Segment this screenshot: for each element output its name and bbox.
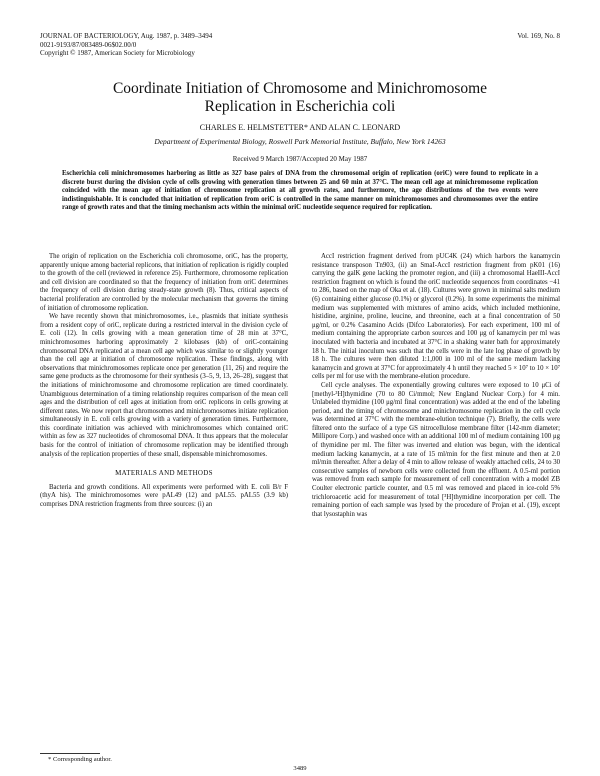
left-column: [40, 253, 288, 510]
intro-paragraph-2: We have recently shown that minichromosomes, i.e., plasmids that initiate synthesis from a resident copy of oriC, replicate during a restricted interval in the division cycle of E. coli (12). In cells growing with a mean generation time of 28 min at 37°C, minichromosomes harboring approximately 2 kilobases (kb) of oriC-containing chromosomal DNA replicated at a mean cell age which was similar to or slightly younger than the cell age at initiation of chromosome replication. These findings, along with observations that minichromosomes replicate once per generation (11, 26) and require the same gene products as the chromosome for their synthesis (3–5, 9, 13, 26–28), suggest that the initiations of minichromosome and chromosome replication are timed coordinately. Unambiguous determination of a timing relationship requires comparison of the mean cell ages and the distribution of cell ages at initiation from oriC replicons in cells growing at different rates. We now report that chromosomes and minichromosomes initiate replication simultaneously in E. coli cells growing with a variety of generation times. Furthermore, this coordinate initiation was achieved with minichromosomes which contained oriC within as few as 327 nucleotides of chromosomal DNA. It thus appears that the molecular basis for the control of initiation of chromosome replication may be identified through analysis of the replication properties of these small, dispensable minichromosomes.: [40, 313, 288, 458]
author-list: CHARLES E. HELMSTETTER* AND ALAN C. LEONARD: [199, 123, 401, 132]
intro-paragraph-1: The origin of replication on the Escherichia coli chromosome, oriC, has the property, apparently unique among bacterial replicons, that initiation of replication is rigidly coupled to the growth of the cell (reviewed in reference 25). Furthermore, chromosome replication and cell division are coordinated so that the frequency of initiation from oriC determines the frequency of cell division during steady-state growth (8). Thus, critical aspects of bacterial proliferation are controlled by the molecular mechanism that governs the timing of initiation of chromosome replication.: [40, 253, 289, 312]
title-line-2: Replication in Escherichia coli: [204, 98, 396, 115]
right-column: [312, 253, 560, 519]
copyright-line: Copyright © 1987, American Society for Microbiology: [40, 49, 195, 57]
methods-paragraph-2: AccI restriction fragment derived from pUC4K (24) which harbors the kanamycin resistance transposon Tn903, (ii) an SmaI-AccI restriction fragment from pK01 (16) carrying the galK gene lacking the promoter region, and (iii) a chromosomal HaeIII-AccI restriction fragment on which is found the oriC nucleotide sequences from coordinates −41 to 286, based on the map of Oka et al. (18). Cultures were grown in minimal salts medium (6) containing either glucose (0.1%) or glycerol (0.2%). In some experiments the minimal medium was supplemented with mixtures of amino acids, which included methionine, histidine, arginine, proline, leucine, and threonine, each at a final concentration of 50 μg/ml, or 0.2% Casamino Acids (Difco Laboratories). For each experiment, 100 ml of medium containing the appropriate carbon sources and 100 μg of kanamycin per ml was inoculated with bacteria and incubated at 37°C in a shaking water bath for approximately 18 h. The initial inoculum was such that the cells were in the late log phase of growth by 18 h. The cultures were then diluted 1:1,000 in 100 ml of the same medium lacking kanamycin and grown at 37°C for approximately 4 h until they reached 5 × 10⁷ to 10 × 10⁷ cells per ml for use with the membrane-elution procedure.: [312, 253, 560, 381]
title-line-1: Coordinate Initiation of Chromosome and Minichromosome: [112, 80, 488, 97]
volume-label: Vol. 169, No. 8: [517, 32, 560, 40]
methods-paragraph-1: Bacteria and growth conditions. All experiments were performed with E. coli B/r F (thyA his). The minichromosomes were pAL49 (12) and pAL55. pAL55 (3.9 kb) comprises DNA restriction fragments from three sources: (i) an: [40, 483, 288, 509]
footnote: * Corresponding author.: [48, 756, 112, 763]
article-title: [40, 80, 560, 116]
methods-paragraph-3: Cell cycle analyses. The exponentially growing cultures were exposed to 10 μCi of [methyl-³H]thymidine (70 to 80 Ci/mmol; New England Nuclear Corp.) for 4 min. Unlabeled thymidine (100 μg/ml final concentration) was added at the end of the labeling period, and the timing of chromosome and minichromosome replication in the cell cycle was determined at 37°C with the membrane-elution technique (7). Briefly, the cells were filtered onto the surface of a type GS nitrocellulose membrane filter (142-mm diameter; Millipore Corp.) and washed once with an additional 100 ml of medium containing 100 μg of thymidine per ml. The filter was inverted and elution was begun, with the identical medium lacking kanamycin, at a rate of 15 ml/min for the first minute and then at 2.0 ml/min thereafter. After a delay of 4 min to allow release of weakly attached cells, 24 to 30 consecutive samples of newborn cells were collected from the effluent. A 0.5-ml portion was removed from each sample for measurement of cell concentration with a model ZB Coulter electronic particle counter, and 0.5 ml was removed and placed in ice-cold 5% trichloroacetic acid for measurement of total [³H]thymidine incorporation per cell. The remaining portion of each sample was lysed by the procedure of Projan et al. (19), except that lysostaphin was: [312, 381, 560, 518]
journal-line: JOURNAL OF BACTERIOLOGY, Aug. 1987, p. 3489–3494: [40, 32, 213, 40]
abstract: Escherichia coli minichromosomes harboring as little as 327 base pairs of DNA from the chromosomal origin of replication (oriC) were found to replicate in a discrete burst during the division cycle of cells growing with generation times between 25 and 60 min at 37°C. The mean cell age at minichromosome replication coincided with the mean age of initiation of chromosome replication at all growth rates, and furthermore, the age distributions of the two events were indistinguishable. It is concluded that initiation of replication from oriC is controlled in the same manner on minichromosomes and chromosomes over the entire range of growth rates and that the timing mechanism acts within the minimal oriC nucleotide sequence required for replication.: [62, 170, 538, 212]
affiliation: Department of Experimental Biology, Roswell Park Memorial Institute, Buffalo, New York 14263: [154, 137, 446, 146]
section-heading: MATERIALS AND METHODS: [115, 469, 213, 478]
issn-line: 0021-9193/87/083489-06$02.00/0: [40, 40, 137, 49]
header-left: [40, 32, 340, 58]
page-number: 3489: [293, 765, 307, 772]
footnote-divider: [40, 753, 100, 754]
received-date: Received 9 March 1987/Accepted 20 May 1987: [232, 155, 368, 163]
